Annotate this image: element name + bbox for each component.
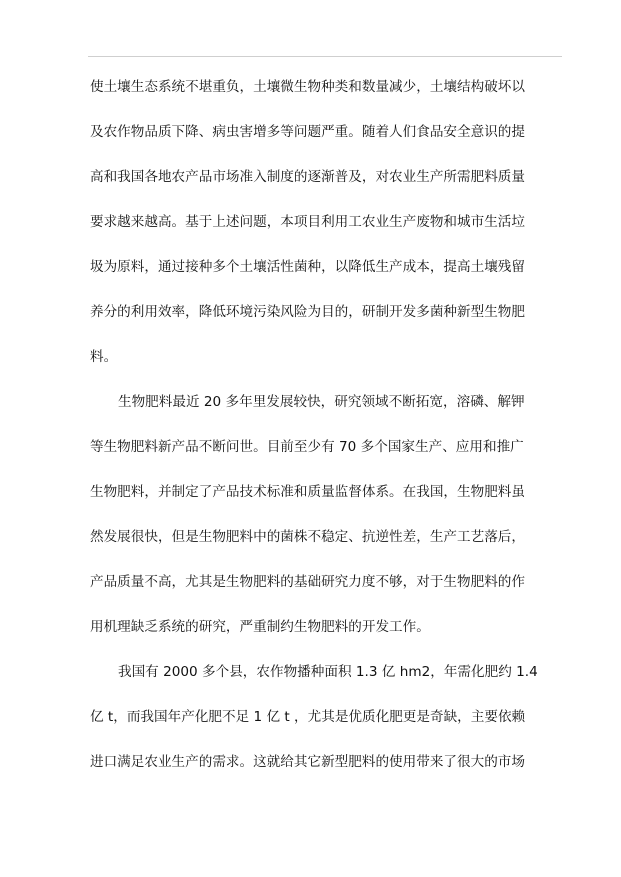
text-line: 及农作物品质下降、病虫害增多等问题严重。随着人们食品安全意识的提 xyxy=(90,124,525,140)
text-line: 高和我国各地农产品市场准入制度的逐渐普及，对农业生产所需肥料质量 xyxy=(90,169,525,185)
text-line: 料。 xyxy=(90,349,118,365)
text-line: 使土壤生态系统不堪重负，土壤微生物种类和数量减少，土壤结构破坏以 xyxy=(90,79,525,95)
text-line: 要求越来越高。基于上述问题，本项目利用工农业生产废物和城市生活垃 xyxy=(90,214,525,230)
text-line: 然发展很快，但是生物肥料中的菌株不稳定、抗逆性差，生产工艺落后， xyxy=(90,529,525,545)
text-line: 产品质量不高，尤其是生物肥料的基础研究力度不够，对于生物肥料的作 xyxy=(90,574,525,590)
text-line: 圾为原料，通过接种多个土壤活性菌种，以降低生产成本，提高土壤残留 xyxy=(90,259,525,275)
text-line: 养分的利用效率，降低环境污染风险为目的，研制开发多菌种新型生物肥 xyxy=(90,304,525,320)
header-rule xyxy=(88,56,562,57)
text-line: 等生物肥料新产品不断问世。目前至少有 70 多个国家生产、应用和推广 xyxy=(90,439,524,455)
text-line: 生物肥料，并制定了产品技术标准和质量监督体系。在我国，生物肥料虽 xyxy=(90,484,525,500)
text-line: 进口满足农业生产的需求。这就给其它新型肥料的使用带来了很大的市场 xyxy=(90,754,525,770)
text-line: 用机理缺乏系统的研究，严重制约生物肥料的开发工作。 xyxy=(90,619,430,635)
text-line: 我国有 2000 多个县，农作物播种面积 1.3 亿 hm2，年需化肥约 1.4 xyxy=(118,664,538,680)
text-line: 亿 t，而我国年产化肥不足 1 亿 t ，尤其是优质化肥更是奇缺，主要依赖 xyxy=(90,709,526,725)
text-line: 生物肥料最近 20 多年里发展较快，研究领域不断拓宽，溶磷、解钾 xyxy=(118,394,525,410)
